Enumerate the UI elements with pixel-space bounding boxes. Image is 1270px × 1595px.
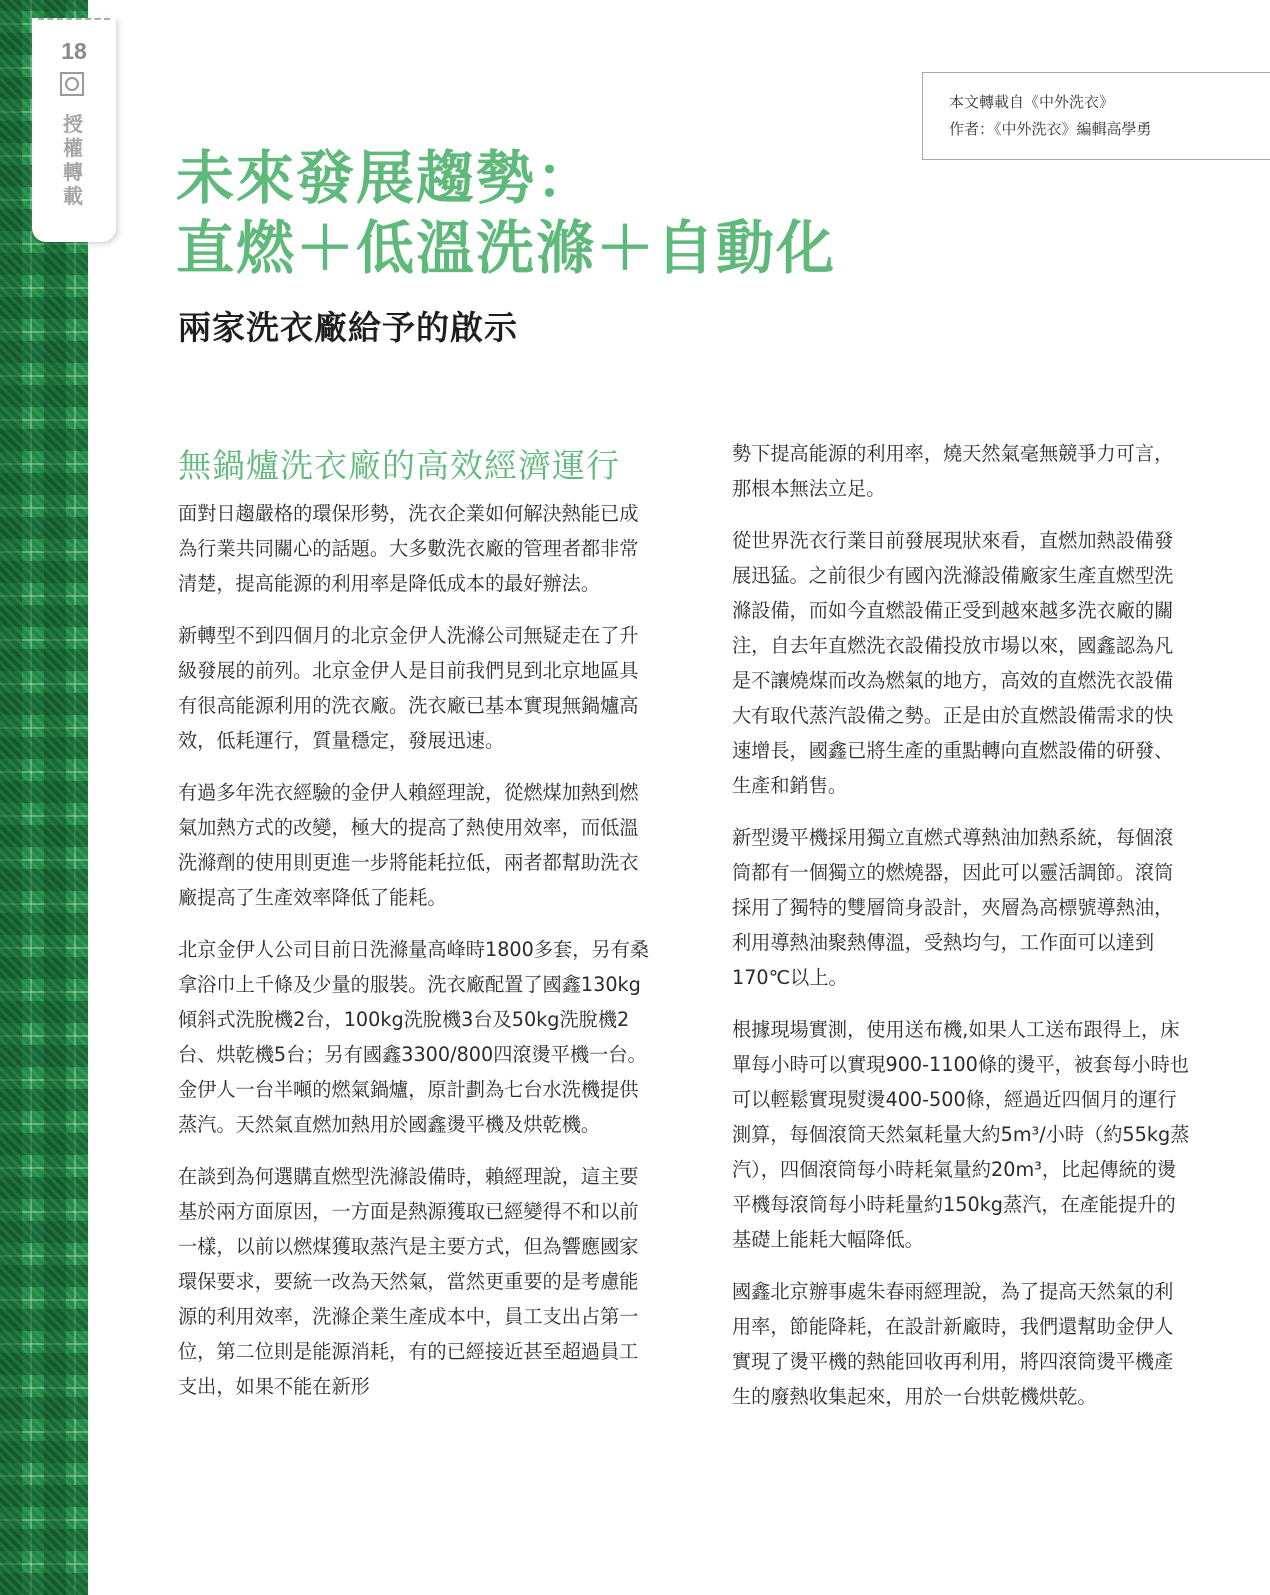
square-circle-icon xyxy=(60,72,84,96)
title-line-2: 直燃＋低溫洗滌＋自動化 xyxy=(176,214,837,282)
left-column xyxy=(178,496,652,1421)
source-box xyxy=(922,72,1270,160)
paragraph: 面對日趨嚴格的環保形勢，洗衣企業如何解決熱能已成為行業共同關心的話題。大多數洗衣廠的管理者都非常清楚，提高能源的利用率是降低成本的最好辦法。 xyxy=(178,502,639,595)
paragraph: 北京金伊人公司目前日洗滌量高峰時1800多套，另有桑拿浴巾上千條及少量的服裝。洗衣廠配置了國鑫130kg傾斜式洗脫機2台，100kg洗脫機3台及50kg洗脫機2台、烘乾機5台；另有國鑫3300/800四滾燙平機一台。金伊人一台半噸的燃氣鍋爐，原計劃為七台水洗機提供蒸汽。天然氣直燃加熱用於國鑫燙平機及烘乾機。 xyxy=(178,938,649,1136)
page-title xyxy=(176,143,836,283)
title-line-1: 未來發展趨勢： xyxy=(176,144,597,212)
paragraph: 新型燙平機採用獨立直燃式導熱油加熱系統，每個滾筒都有一個獨立的燃燒器，因此可以靈活調節。滾筒採用了獨特的雙層筒身設計，夾層為高標號導熱油，利用導熱油聚熱傳溫，受熱均勻，工作面可以達到170℃以上。 xyxy=(732,826,1174,989)
paragraph: 有過多年洗衣經驗的金伊人賴經理說，從燃煤加熱到燃氣加熱方式的改變，極大的提高了熱使用效率，而低溫洗滌劑的使用則更進一步將能耗拉低，兩者都幫助洗衣廠提高了生產效率降低了能耗。 xyxy=(178,781,639,909)
section-heading: 無鍋爐洗衣廠的高效經濟運行 xyxy=(178,446,620,485)
source-line: 本文轉載自《中外洗衣》 xyxy=(949,93,1115,111)
tab-stitch-edge xyxy=(38,18,110,23)
paragraph: 勢下提高能源的利用率，燒天然氣毫無競爭力可言，那根本無法立足。 xyxy=(732,442,1174,500)
paragraph: 根據現場實測，使用送布機,如果人工送布跟得上，床單每小時可以實現900-1100條的燙平，被套每小時也可以輕鬆實現熨燙400-500條，經過近四個月的運行測算，每個滾筒天然氣耗量大約5m³/小時（約55kg蒸汽），四個滾筒每小時耗氣量約20m³，比起傳統的燙平機每滾筒每小時耗量約150kg蒸汽，在產能提升的基礎上能耗大幅降低。 xyxy=(732,1018,1190,1251)
author-line: 作者：《中外洗衣》編輯高學勇 xyxy=(949,120,1152,138)
section-label-char: 轉 xyxy=(63,160,83,184)
section-label-char: 載 xyxy=(63,184,83,208)
paragraph: 國鑫北京辦事處朱春雨經理說，為了提高天然氣的利用率，節能降耗，在設計新廠時，我們還幫助金伊人實現了燙平機的熱能回收再利用，將四滾筒燙平機產生的廢熱收集起來，用於一台烘乾機烘乾。 xyxy=(732,1280,1174,1408)
page-number: 18 xyxy=(61,38,87,64)
section-label-char: 授 xyxy=(63,112,83,136)
paragraph: 新轉型不到四個月的北京金伊人洗滌公司無疑走在了升級發展的前列。北京金伊人是目前我們見到北京地區具有很高能源利用的洗衣廠。洗衣廠已基本實現無鍋爐高效，低耗運行，質量穩定，發展迅速。 xyxy=(178,624,639,752)
page-subtitle: 兩家洗衣廠給予的啟示 xyxy=(178,308,518,347)
right-column xyxy=(732,436,1190,1431)
section-label-char: 權 xyxy=(63,136,83,160)
paragraph: 在談到為何選購直燃型洗滌設備時，賴經理說，這主要基於兩方面原因，一方面是熱源獲取已經變得不和以前一樣，以前以燃煤獲取蒸汽是主要方式，但為響應國家環保要求，要統一改為天然氣，當然更重要的是考慮能源的利用效率，洗滌企業生產成本中，員工支出占第一位，第二位則是能源消耗，有的已經接近甚至超過員工支出，如果不能在新形 xyxy=(178,1165,639,1398)
section-label xyxy=(58,112,88,208)
paragraph: 從世界洗衣行業目前發展現狀來看，直燃加熱設備發展迅猛。之前很少有國內洗滌設備廠家生產直燃型洗滌設備，而如今直燃設備正受到越來越多洗衣廠的關注，自去年直燃洗衣設備投放市場以來，國鑫認為凡是不讓燒煤而改為燃氣的地方，高效的直燃洗衣設備大有取代蒸汽設備之勢。正是由於直燃設備需求的快速增長，國鑫已將生產的重點轉向直燃設備的研發、生產和銷售。 xyxy=(732,529,1174,797)
